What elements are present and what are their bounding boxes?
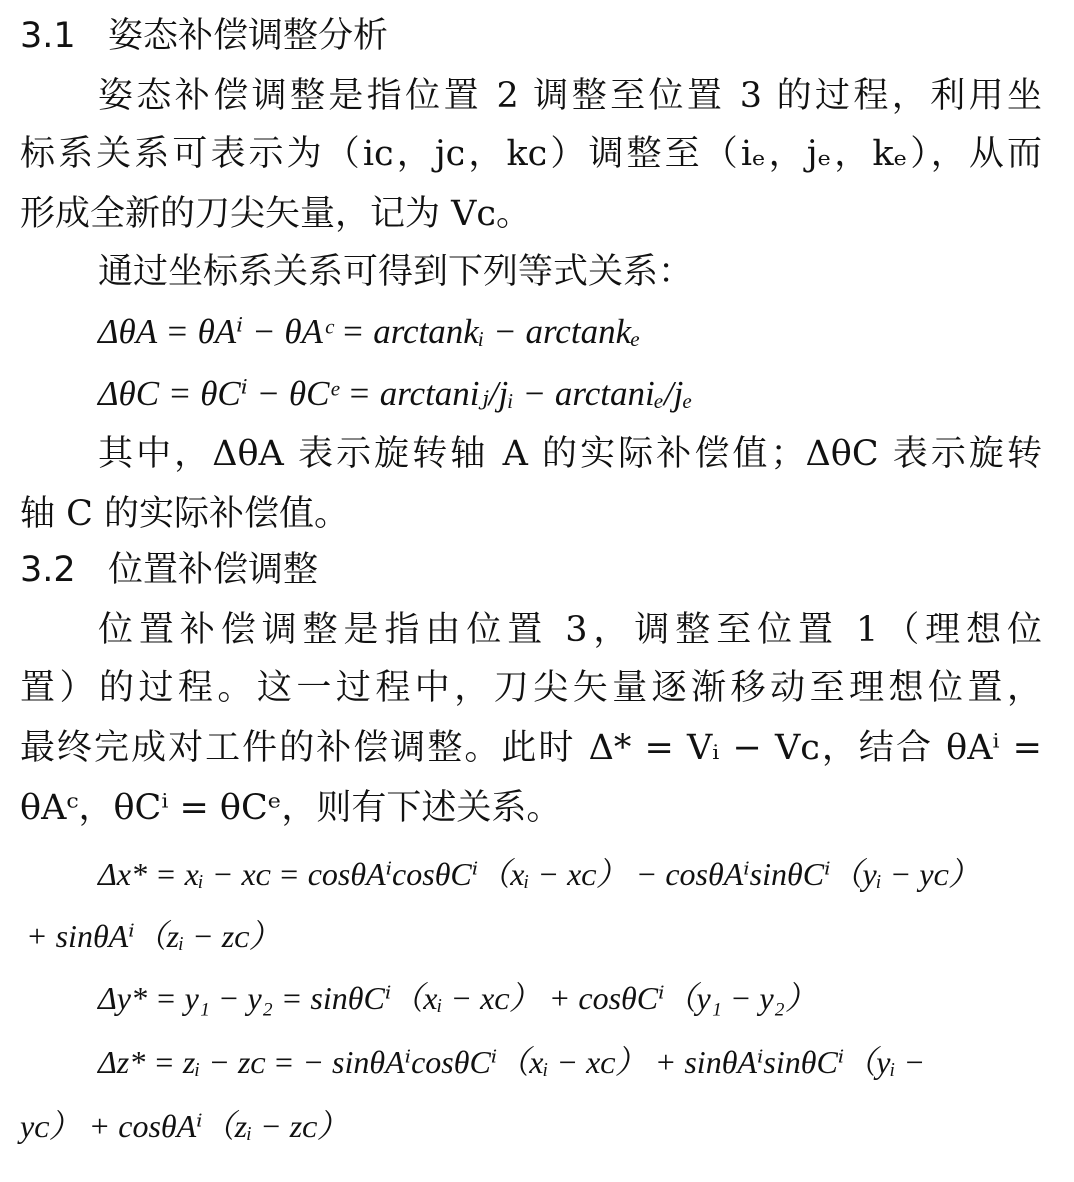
paragraph-line: θAᶜ，θCⁱ = θCᵉ，则有下述关系。 — [20, 788, 562, 828]
section-title: 姿态补偿调整分析 — [108, 16, 389, 56]
paragraph-line: 最终完成对工件的补偿调整。此时 Δ* = Vᵢ − Vᴄ，结合 θAⁱ = — [20, 728, 1042, 768]
equation: Δx* = xᵢ − xᴄ = cosθAⁱcosθCⁱ（xᵢ − xᴄ） − cosθAⁱsinθCⁱ（yᵢ − yᴄ） — [98, 856, 981, 892]
paragraph-line: 轴 C 的实际补偿值。 — [20, 494, 350, 534]
section-title: 位置补偿调整 — [108, 550, 319, 590]
equation: ΔθC = θCⁱ − θCᵉ = arctaniⱼ/jᵢ − arctaniₑ/jₑ — [98, 374, 693, 413]
section-heading — [20, 548, 318, 592]
equation: yᴄ） + cosθAⁱ（zᵢ − zᴄ） — [20, 1108, 349, 1144]
paragraph-line: 其中，ΔθA 表示旋转轴 A 的实际补偿值；ΔθC 表示旋转 — [98, 434, 1042, 474]
equation: + sinθAⁱ（zᵢ − zᴄ） — [26, 918, 281, 954]
section-number: 3.1 — [20, 16, 76, 56]
equation: Δy* = y₁ − y₂ = sinθCⁱ（xᵢ − xᴄ） + cosθCⁱ（y₁ − y₂） — [98, 980, 817, 1016]
paragraph-line: 置）的过程。这一过程中，刀尖矢量逐渐移动至理想位置， — [20, 668, 1042, 708]
paragraph-line: 形成全新的刀尖矢量，记为 Vᴄ。 — [20, 194, 532, 234]
paragraph-line: 通过坐标系关系可得到下列等式关系： — [98, 252, 694, 292]
section-heading — [20, 14, 388, 58]
equation: ΔθA = θAⁱ − θAᶜ = arctankᵢ − arctankₑ — [98, 312, 641, 351]
equation: Δz* = zᵢ − zᴄ = − sinθAⁱcosθCⁱ（xᵢ − xᴄ） + sinθAⁱsinθCⁱ（yᵢ − — [98, 1044, 926, 1080]
section-number: 3.2 — [20, 550, 76, 590]
paragraph-line: 姿态补偿调整是指位置 2 调整至位置 3 的过程，利用坐 — [98, 76, 1042, 116]
paragraph-line: 标系关系可表示为（iᴄ，jᴄ，kᴄ）调整至（iₑ，jₑ，kₑ），从而 — [20, 134, 1042, 174]
paragraph-line: 位置补偿调整是指由位置 3，调整至位置 1（理想位 — [98, 610, 1042, 650]
